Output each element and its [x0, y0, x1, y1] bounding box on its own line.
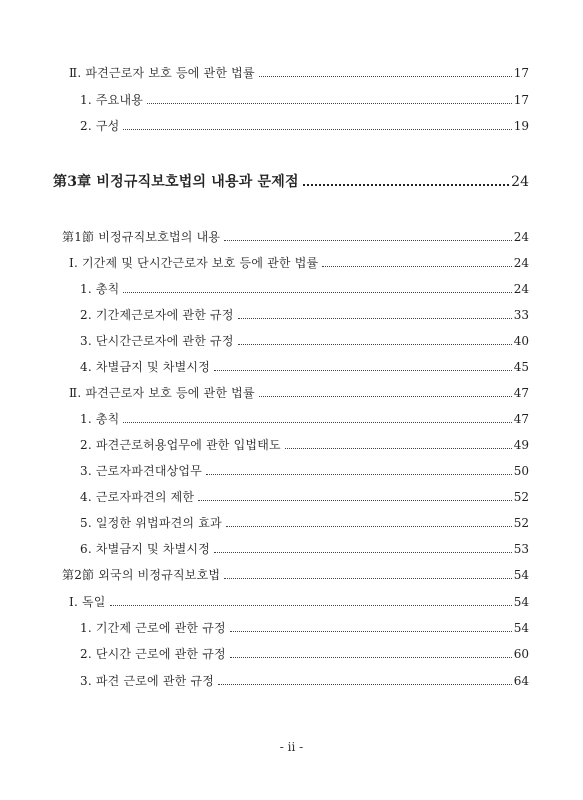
toc-line-section-2 — [62, 567, 529, 583]
toc-page-number: 60 — [513, 647, 529, 661]
toc-line-section-1 — [62, 229, 529, 245]
dot-leader — [214, 370, 512, 371]
dot-leader — [123, 422, 511, 423]
toc-line-germany — [69, 594, 529, 610]
toc-line-structure — [80, 118, 529, 134]
toc-label: 3. 파견 근로에 관한 규정 — [80, 674, 215, 688]
toc-line-germany-part-time — [80, 646, 529, 662]
page-footer-number: - ii - — [279, 740, 304, 754]
toc-label: Ⅱ. 파견근로자 보호 등에 관한 법률 — [69, 66, 255, 80]
toc-label: 2. 파견근로허용업무에 관한 입법태도 — [80, 438, 281, 452]
toc-page-number: 19 — [513, 119, 529, 133]
toc-page-number: 47 — [513, 386, 529, 400]
toc-label: 1. 기간제 근로에 관한 규정 — [80, 621, 226, 635]
dot-leader — [226, 526, 512, 527]
toc-page-number: 54 — [513, 595, 529, 609]
toc-line-section-ii-dispatch — [69, 65, 529, 81]
dot-leader — [322, 266, 511, 267]
toc-page-number: 49 — [513, 438, 529, 452]
dot-leader — [238, 344, 512, 345]
dot-leader — [123, 292, 511, 293]
toc-label: 第1節 비정규직보호법의 내용 — [62, 230, 221, 244]
toc-label: Ⅰ. 기간제 및 단시간근로자 보호 등에 관한 법률 — [69, 256, 319, 270]
toc-line-fixed-term-workers — [80, 307, 529, 323]
toc-line-germany-dispatch — [80, 673, 529, 689]
toc-line-main-contents — [80, 92, 529, 108]
toc-page-number: 53 — [513, 542, 529, 556]
toc-line-dispatch-target-work — [80, 463, 529, 479]
dot-leader — [259, 396, 512, 397]
toc-line-part-i-fixed-term — [69, 255, 529, 271]
toc-label: 4. 근로자파견의 제한 — [80, 490, 195, 504]
toc-label: 3. 단시간근로자에 관한 규정 — [80, 334, 234, 348]
toc-line-legislative-attitude — [80, 437, 529, 453]
toc-line-discrimination-1 — [80, 359, 529, 375]
toc-page-number: 24 — [513, 256, 529, 270]
toc-page-number: 54 — [513, 568, 529, 582]
toc-line-general-2 — [80, 411, 529, 427]
dot-leader — [123, 129, 511, 130]
toc-label: 6. 차별금지 및 차별시정 — [80, 542, 211, 556]
dot-leader — [230, 631, 512, 632]
toc-label: 3. 근로자파견대상업무 — [80, 464, 202, 478]
toc-page-number: 52 — [513, 490, 529, 504]
toc-label: Ⅱ. 파견근로자 보호 등에 관한 법률 — [69, 386, 255, 400]
toc-label: 2. 단시간 근로에 관한 규정 — [80, 647, 226, 661]
chapter-title: 第3章 비정규직보호법의 내용과 문제점 — [53, 174, 299, 190]
dot-leader — [303, 184, 509, 186]
dot-leader — [218, 684, 512, 685]
toc-line-dispatch-limits — [80, 489, 529, 505]
dot-leader — [206, 474, 512, 475]
toc-page-number: 24 — [511, 174, 529, 190]
toc-line-part-time-workers — [80, 333, 529, 349]
dot-leader — [214, 552, 512, 553]
dot-leader — [259, 76, 512, 77]
toc-page-number: 24 — [513, 282, 529, 296]
toc-line-part-ii-dispatch — [69, 385, 529, 401]
toc-label: 第2節 외국의 비정규직보호법 — [62, 568, 221, 582]
toc-label: 1. 총칙 — [80, 282, 120, 296]
toc-label: 1. 주요내용 — [80, 93, 144, 107]
dot-leader — [285, 448, 512, 449]
toc-label: 2. 구성 — [80, 119, 120, 133]
toc-page-number: 24 — [513, 230, 529, 244]
toc-label: Ⅰ. 독일 — [69, 595, 106, 609]
toc-label: 4. 차별금지 및 차별시정 — [80, 360, 211, 374]
toc-label: 5. 일정한 위법파견의 효과 — [80, 516, 222, 530]
toc-line-general-1 — [80, 281, 529, 297]
toc-line-illegal-dispatch-effect — [80, 515, 529, 531]
dot-leader — [198, 500, 512, 501]
dot-leader — [110, 605, 512, 606]
toc-page-number: 47 — [513, 412, 529, 426]
toc-label: 1. 총칙 — [80, 412, 120, 426]
toc-line-chapter-3 — [53, 173, 529, 191]
toc-line-germany-fixed-term — [80, 620, 529, 636]
toc-page-number: 54 — [513, 621, 529, 635]
toc-page-number: 17 — [513, 93, 529, 107]
toc-label: 2. 기간제근로자에 관한 규정 — [80, 308, 234, 322]
dot-leader — [224, 240, 512, 241]
dot-leader — [224, 578, 512, 579]
toc-page-number: 45 — [513, 360, 529, 374]
toc-page-number: 50 — [513, 464, 529, 478]
toc-page-number: 52 — [513, 516, 529, 530]
toc-line-discrimination-2 — [80, 541, 529, 557]
dot-leader — [147, 103, 512, 104]
toc-page-number: 33 — [513, 308, 529, 322]
dot-leader — [238, 318, 512, 319]
toc-page-number: 17 — [513, 66, 529, 80]
dot-leader — [230, 657, 512, 658]
toc-page-number: 40 — [513, 334, 529, 348]
toc-page-number: 64 — [513, 674, 529, 688]
